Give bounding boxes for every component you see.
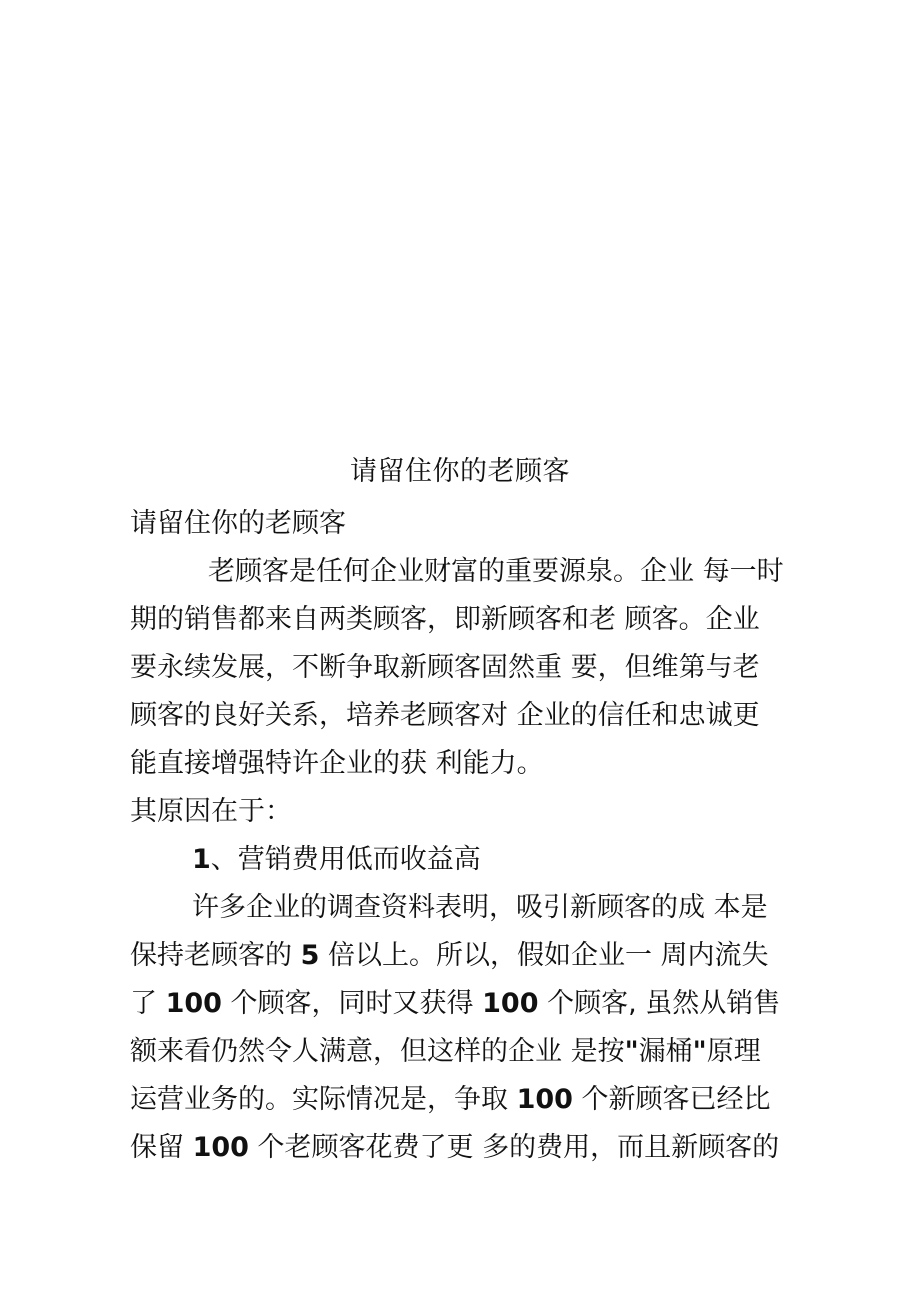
document-body bbox=[130, 500, 792, 1172]
paragraph-line: 额来看仍然令人满意，但这样的企业 是按"漏桶"原理 bbox=[130, 1036, 761, 1067]
document-title: 请留住你的老顾客 bbox=[350, 456, 570, 487]
paragraph-line: 保留 100 个老顾客花费了更 多的费用，而且新顾客的 bbox=[130, 1132, 780, 1163]
paragraph-line: 运营业务的。实际情况是，争取 100 个新顾客已经比 bbox=[130, 1084, 771, 1115]
paragraph-line: 顾客的良好关系，培养老顾客对 企业的信任和忠诚更 bbox=[130, 700, 760, 731]
paragraph-line: 老顾客是任何企业财富的重要源泉。企业 每一时 bbox=[208, 556, 784, 587]
paragraph-line: 了 100 个顾客，同时又获得 100 个顾客, 虽然从销售 bbox=[130, 988, 781, 1019]
subtitle-line: 请留住你的老顾客 bbox=[130, 508, 346, 539]
paragraph-line: 保持老顾客的 5 倍以上。所以，假如企业一 周内流失 bbox=[130, 940, 769, 971]
paragraph-line: 能直接增强特许企业的获 利能力。 bbox=[130, 748, 544, 779]
paragraph-line: 期的销售都来自两类顾客，即新顾客和老 顾客。企业 bbox=[130, 604, 760, 635]
paragraph-line: 许多企业的调查资料表明，吸引新顾客的成 本是 bbox=[192, 892, 768, 923]
paragraph-line: 要永续发展，不断争取新顾客固然重 要，但维第与老 bbox=[130, 652, 760, 683]
section-heading: 1、营销费用低而收益高 bbox=[192, 844, 481, 875]
paragraph-line: 其原因在于： bbox=[130, 796, 292, 827]
